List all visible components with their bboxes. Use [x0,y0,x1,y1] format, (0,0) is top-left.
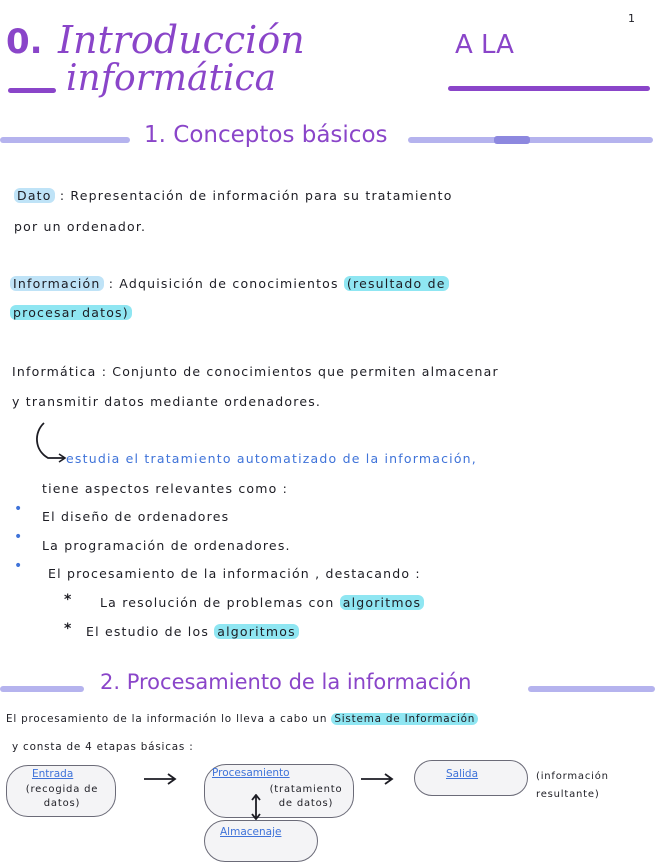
title-line2: informática [66,58,277,99]
title-underline-left [8,88,56,93]
sub-bullet-2-highlight: algoritmos [214,624,299,639]
informacion-term: Información [10,276,104,291]
title-underline-right [448,86,650,91]
bullet-dot-icon: • [14,529,23,545]
section1-bar-accent [494,136,530,144]
informacion-def1: : Adquisición de conocimientos [108,276,339,291]
sub-bullet-1 [100,595,424,610]
section1-heading: 1. Conceptos básicos [144,122,388,148]
section2-bar-right [528,686,655,692]
informacion-highlight2: procesar datos) [10,305,132,320]
arrow-right-icon [360,773,394,785]
section2-line1-text: El procesamiento de la información lo lleva a cabo un [6,713,328,725]
page-number: 1 [628,12,635,25]
section2-heading: 2. Procesamiento de la información [100,670,472,694]
entrada-note: (recogida de datos) [25,784,99,809]
sub-bullet-2-text: El estudio de los [86,624,210,639]
procesamiento-label: Procesamiento [212,767,290,779]
asterisk-icon: * [64,592,72,608]
title-word: Introducción [58,18,305,62]
salida-label: Salida [446,768,479,780]
section2-line1-highlight: Sistema de Información [331,713,478,725]
salida-note: (información resultante) [536,771,609,800]
section2-line2: y consta de 4 etapas básicas : [12,741,194,753]
curved-arrow-icon [28,420,68,470]
section2-bar-left [0,686,84,692]
informatica-line4: tiene aspectos relevantes como : [42,481,289,496]
dato-term: Dato [14,188,55,203]
informacion-line1 [10,276,449,291]
asterisk-icon: * [64,621,72,637]
bullet-dot-icon: • [14,501,23,517]
arrow-right-icon [143,773,177,785]
sub-bullet-1-text: La resolución de problemas con [100,595,335,610]
section2-line1 [6,713,478,725]
sub-bullet-1-highlight: algoritmos [340,595,425,610]
informatica-line2: y transmitir datos mediante ordenadores. [12,394,322,409]
entrada-label: Entrada [32,768,74,780]
almacenaje-label: Almacenaje [220,826,282,838]
bullet-item-2: La programación de ordenadores. [42,538,291,553]
bullet-dot-icon: • [14,558,23,574]
bullet-item-3: El procesamiento de la información , destacando : [48,566,421,581]
section1-bar-right [408,137,653,143]
procesamiento-note: (tratamiento de datos) [269,784,343,809]
title-number: 0. [6,22,43,62]
title-rest: A LA [455,30,514,60]
informatica-line1: Informática : Conjunto de conocimientos que permiten almacenar [12,364,499,379]
informatica-arrow-text: estudia el tratamiento automatizado de la información, [66,451,477,466]
sub-bullet-2 [86,624,299,639]
informacion-highlight1: (resultado de [344,276,449,291]
bullet-item-1: El diseño de ordenadores [42,509,230,524]
dato-line1 [14,188,453,203]
informacion-line2 [10,305,132,320]
section1-bar-left [0,137,130,143]
dato-def1: : Representación de información para su tratamiento [59,188,453,203]
double-arrow-icon [250,794,262,820]
dato-def2: por un ordenador. [14,219,147,234]
